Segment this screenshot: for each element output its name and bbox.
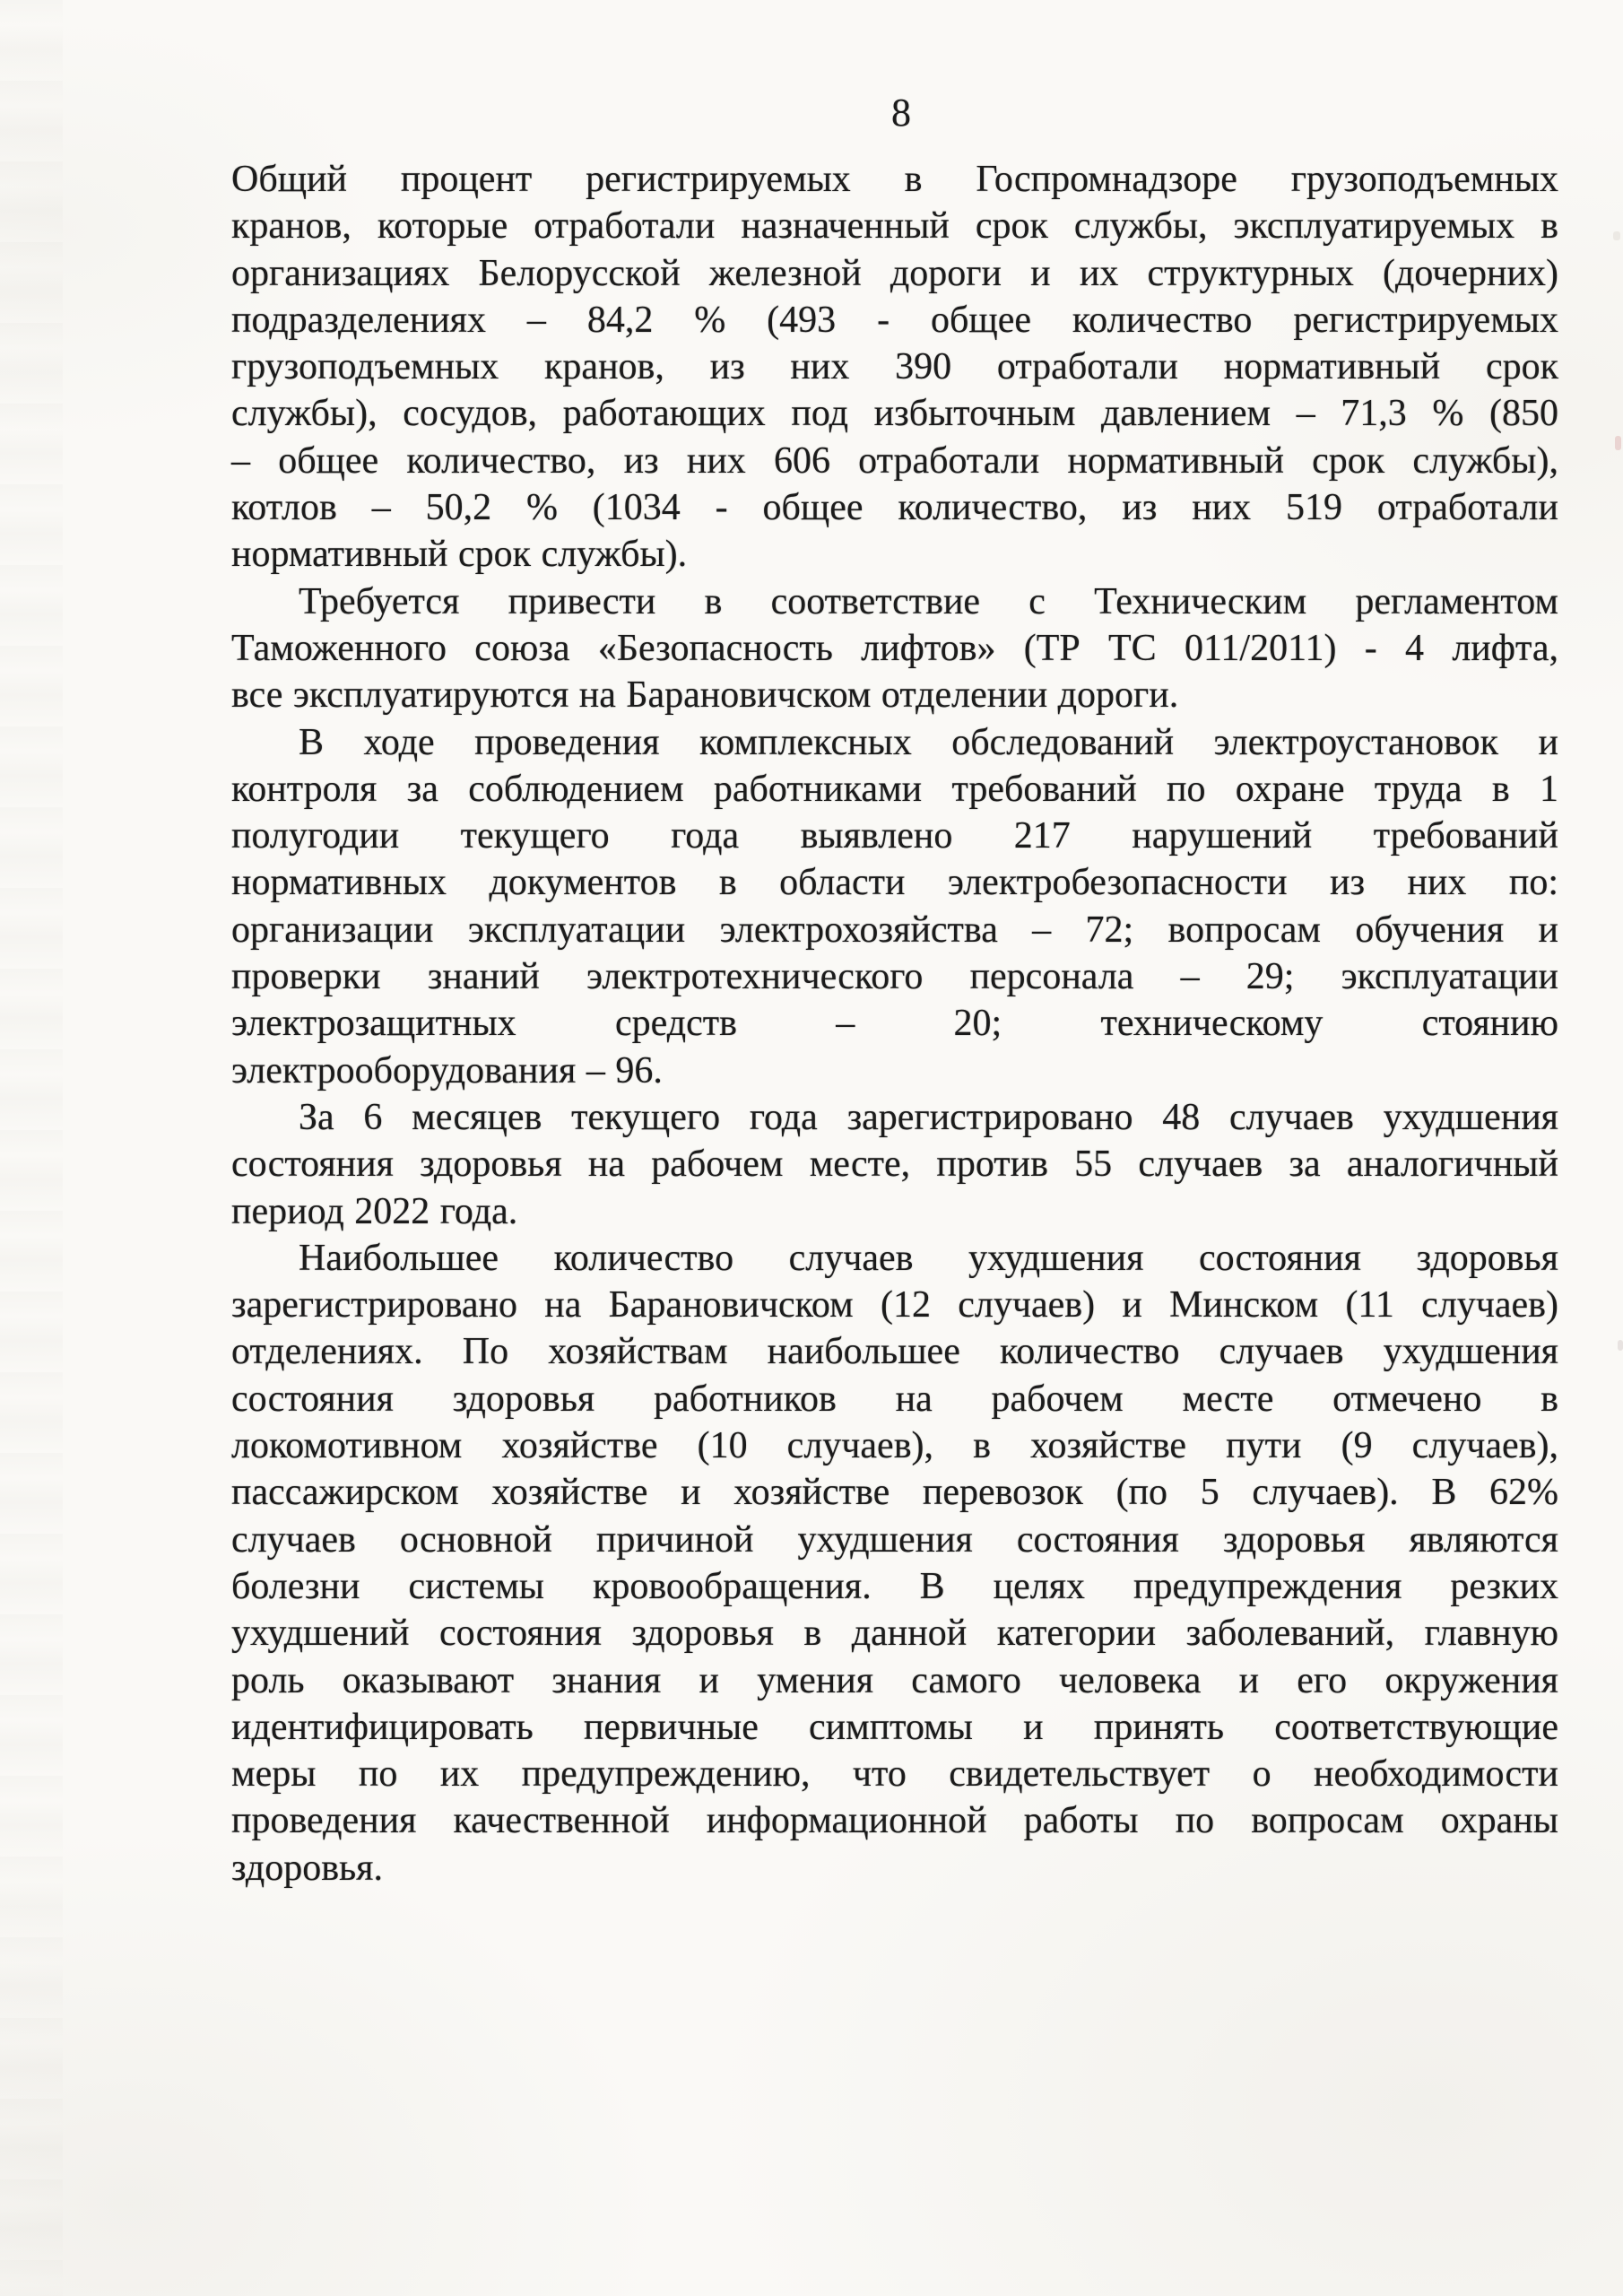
scan-artifact <box>1613 231 1620 240</box>
text-line: состояния здоровья работников на рабочем месте отмечено в <box>231 1378 1558 1420</box>
text-line: проверки знаний электротехнического персонала – 29; эксплуатации <box>231 956 1558 998</box>
text-line: За 6 месяцев текущего года зарегистрировано 48 случаев ухудшения <box>299 1096 1558 1138</box>
paragraph <box>231 578 1558 719</box>
scan-artifact <box>1618 1340 1623 1351</box>
scan-artifact <box>1615 436 1621 450</box>
text-line: отделениях. По хозяйствам наибольшее количество случаев ухудшения <box>231 1331 1558 1373</box>
text-line: котлов – 50,2 % (1034 - общее количество, из них 519 отработали <box>231 487 1558 529</box>
text-line: роль оказывают знания и умения самого человека и его окружения <box>231 1659 1558 1701</box>
paragraph <box>231 156 1558 578</box>
text-line: подразделениях – 84,2 % (493 - общее количество регистрируемых <box>231 299 1558 341</box>
text-line: состояния здоровья на рабочем месте, против 55 случаев за аналогичный <box>231 1144 1558 1186</box>
text-line: меры по их предупреждению, что свидетельствует о необходимости <box>231 1753 1558 1796</box>
text-line: здоровья. <box>231 1847 384 1889</box>
text-line: локомотивном хозяйстве (10 случаев), в хозяйстве пути (9 случаев), <box>231 1425 1558 1467</box>
text-line: ухудшений состояния здоровья в данной категории заболеваний, главную <box>231 1613 1558 1655</box>
text-line: Таможенного союза «Безопасность лифтов» (ТР ТС 011/2011) - 4 лифта, <box>231 627 1558 669</box>
text-block <box>231 156 1558 1892</box>
text-line: период 2022 года. <box>231 1190 518 1232</box>
text-line: проведения качественной информационной работы по вопросам охраны <box>231 1800 1558 1842</box>
text-line: случаев основной причиной ухудшения состояния здоровья являются <box>231 1518 1558 1561</box>
text-line: организации эксплуатации электрохозяйства – 72; вопросам обучения и <box>231 909 1558 951</box>
text-line: электрозащитных средств – 20; техническому стоянию <box>231 1003 1558 1045</box>
page-number: 8 <box>891 91 911 135</box>
text-line: пассажирском хозяйстве и хозяйстве перевозок (по 5 случаев). В 62% <box>231 1472 1558 1514</box>
text-line: Общий процент регистрируемых в Госпромнадзоре грузоподъемных <box>231 159 1558 200</box>
text-line: Требуется привести в соответствие с Техническим регламентом <box>299 580 1558 622</box>
scan-edge-noise <box>0 0 63 2296</box>
text-line: нормативных документов в области электробезопасности из них по: <box>231 862 1558 904</box>
text-line: грузоподъемных кранов, из них 390 отработали нормативный срок <box>231 346 1558 388</box>
paragraph <box>231 1235 1558 1892</box>
paragraph <box>231 719 1558 1094</box>
text-line: идентифицировать первичные симптомы и принять соответствующие <box>231 1706 1558 1748</box>
text-line: все эксплуатируются на Барановичском отделении дороги. <box>231 674 1179 717</box>
text-line: нормативный срок службы). <box>231 534 688 576</box>
text-line: полугодии текущего года выявлено 217 нарушений требований <box>231 815 1558 857</box>
text-line: Наибольшее количество случаев ухудшения состояния здоровья <box>299 1237 1558 1279</box>
text-line: контроля за соблюдением работниками требований по охране труда в 1 <box>231 768 1558 810</box>
text-line: службы), сосудов, работающих под избыточным давлением – 71,3 % (850 <box>231 393 1558 435</box>
text-line: зарегистрировано на Барановичском (12 случаев) и Минском (11 случаев) <box>231 1284 1558 1326</box>
text-line: организациях Белорусской железной дороги и их структурных (дочерних) <box>231 252 1558 294</box>
text-line: кранов, которые отработали назначенный срок службы, эксплуатируемых в <box>231 205 1558 248</box>
text-line: – общее количество, из них 606 отработали нормативный срок службы), <box>231 439 1558 482</box>
paragraph <box>231 1094 1558 1235</box>
text-line: В ходе проведения комплексных обследований электроустановок и <box>299 721 1558 763</box>
text-line: болезни системы кровообращения. В целях предупреждения резких <box>231 1565 1558 1607</box>
text-line: электрооборудования – 96. <box>231 1049 663 1091</box>
